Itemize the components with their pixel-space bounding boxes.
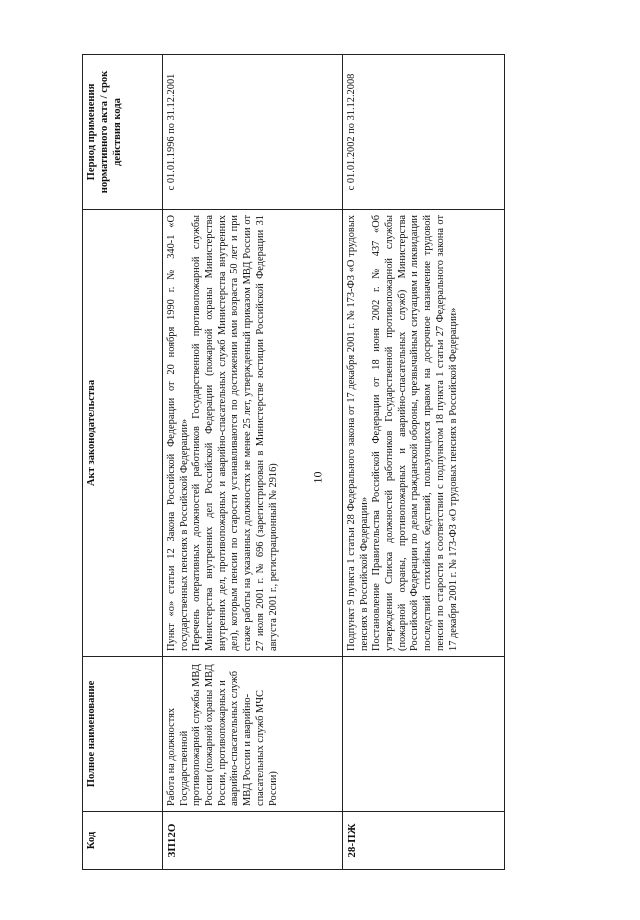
legislation-table	[82, 54, 505, 870]
row-code: ЗП12О	[163, 812, 343, 870]
header-name: Полное наименование	[83, 657, 163, 812]
row-code: 28-ПЖ	[343, 812, 505, 870]
row-period: с 01.01.1996 по 31.12.2001	[163, 55, 343, 210]
row-name	[343, 657, 505, 812]
row-act	[343, 210, 505, 657]
header-act: Акт законодательства	[83, 210, 163, 657]
header-period: Период применения нормативного акта / срок действия кода	[83, 55, 163, 210]
table-header-row	[83, 55, 163, 870]
act-paragraph: Постановление Правительства Российской Федерации от 18 июня 2002 г. № 437 «Об утверждении Списка должностей работников Государственной противопожарной службы (пожарной охраны, противопожарных и аварийно-спасательных служб) Министерства Российской Федерации по делам гражданской обороны, чрезвычайным ситуациям и ликвидации последствий стихийных бедствий, пользующихся правом на досрочное назначение трудовой пенсии по старости в соответствии с подпунктом 18 пункта 1 статьи 27 Федерального закона от 17 декабря 2001 г. № 173-ФЗ «О трудовых пенсиях в Российской Федерации»	[371, 215, 459, 651]
row-act	[163, 210, 343, 657]
act-paragraph: Подпункт 9 пункта 1 статьи 28 Федерального закона от 17 декабря 2001 г. № 173-ФЗ «О трудовых пенсиях в Российской Федерации»	[346, 215, 370, 651]
table-row	[163, 55, 343, 870]
row-name: Работа на должностях Государственной противопожарной службы МВД России (пожарной охраны МВД России, противопожарных и аварийно-спасательных служб МВД России и аварийно-спасательных служб МЧС России)	[163, 657, 343, 812]
row-period: с 01.01.2002 по 31.12.2008	[343, 55, 505, 210]
rotated-table-container	[82, 55, 505, 870]
act-paragraph: Пункт «о» статьи 12 Закона Российской Федерации от 20 ноября 1990 г. № 340-1 «О государственных пенсиях в Российской Федерации»	[166, 215, 190, 651]
header-code: Код	[83, 812, 163, 870]
act-paragraph: Перечень оперативных должностей работников Государственной противопожарной службы Министерства внутренних дел Российской Федерации (пожарной охраны Министерства внутренних дел, противопожарных и аварийно-спасательных служб Министерства внутренних дел), которым пенсии по старости устанавливаются по достижении ими возраста 50 лет и при стаже работы на указанных должностях не менее 25 лет, утвержденный приказом МВД России от 27 июля 2001 г. № 696 (зарегистрирован в Министерстве юстиции Российской Федерации 31 августа 2001 г., регистрационный № 2916)	[191, 215, 279, 651]
table-row	[343, 55, 505, 870]
page-number: 10	[310, 471, 325, 484]
